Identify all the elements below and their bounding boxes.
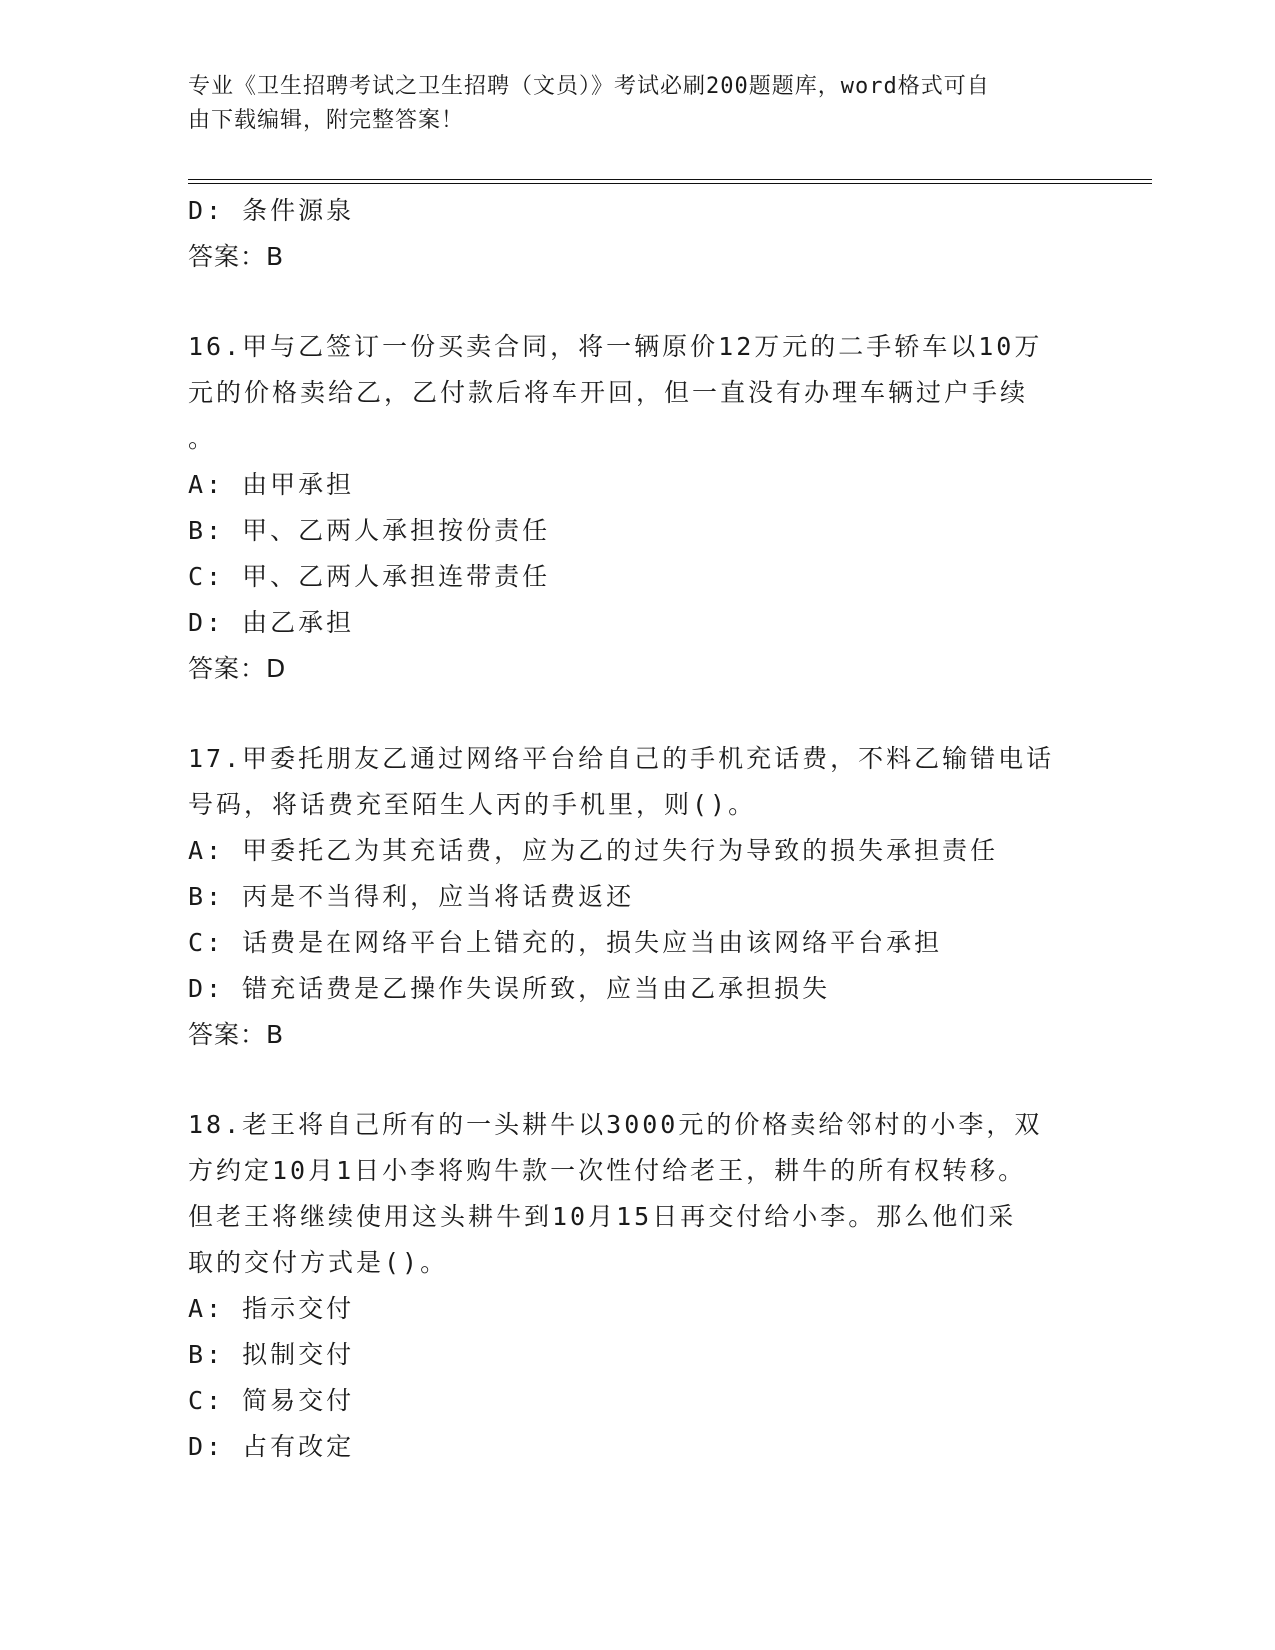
question-18-stem-line-1: 18.老王将自己所有的一头耕牛以3000元的价格卖给邻村的小李，双 [188, 1110, 1043, 1139]
header-line-1: 专业《卫生招聘考试之卫生招聘（文员）》考试必刷200题题库，word格式可自 [188, 74, 990, 99]
question-16-answer: 答案：D [188, 654, 287, 683]
question-17-option-d: D: 错充话费是乙操作失误所致，应当由乙承担损失 [188, 974, 831, 1003]
question-16-stem-line-3: 。 [188, 424, 217, 453]
question-18-stem-line-2: 方约定10月1日小李将购牛款一次性付给老王，耕牛的所有权转移。 [188, 1156, 1027, 1185]
spacer [188, 1058, 1148, 1102]
question-16-option-c: C: 甲、乙两人承担连带责任 [188, 562, 551, 591]
document-header [188, 70, 1068, 138]
question-17-answer: 答案：B [188, 1020, 285, 1049]
prev-answer: 答案：B [188, 242, 285, 271]
question-17 [188, 736, 1148, 1058]
question-18-option-c: C: 简易交付 [188, 1386, 355, 1415]
question-18-stem-line-4: 取的交付方式是()。 [188, 1248, 449, 1277]
spacer [188, 280, 1148, 324]
question-16-stem-line-1: 16.甲与乙签订一份买卖合同，将一辆原价12万元的二手轿车以10万 [188, 332, 1043, 361]
question-content [188, 188, 1148, 1470]
question-17-option-a: A: 甲委托乙为其充话费，应为乙的过失行为导致的损失承担责任 [188, 836, 999, 865]
header-divider-bottom [188, 183, 1152, 184]
question-18 [188, 1102, 1148, 1470]
question-18-stem-line-3: 但老王将继续使用这头耕牛到10月15日再交付给小李。那么他们采 [188, 1202, 1017, 1231]
question-16 [188, 324, 1148, 692]
question-18-option-a: A: 指示交付 [188, 1294, 355, 1323]
header-divider-top [188, 179, 1152, 180]
question-16-option-a: A: 由甲承担 [188, 470, 355, 499]
spacer [188, 692, 1148, 736]
question-16-stem-line-2: 元的价格卖给乙，乙付款后将车开回，但一直没有办理车辆过户手续 [188, 378, 1029, 407]
question-18-option-d: D: 占有改定 [188, 1432, 355, 1461]
header-line-2: 由下载编辑，附完整答案！ [188, 108, 465, 133]
prev-option-d: D: 条件源泉 [188, 196, 355, 225]
question-16-option-b: B: 甲、乙两人承担按份责任 [188, 516, 551, 545]
question-18-option-b: B: 拟制交付 [188, 1340, 355, 1369]
question-16-option-d: D: 由乙承担 [188, 608, 355, 637]
question-17-stem-line-2: 号码，将话费充至陌生人丙的手机里，则()。 [188, 790, 757, 819]
question-17-option-b: B: 丙是不当得利，应当将话费返还 [188, 882, 635, 911]
question-17-option-c: C: 话费是在网络平台上错充的，损失应当由该网络平台承担 [188, 928, 943, 957]
question-17-stem-line-1: 17.甲委托朋友乙通过网络平台给自己的手机充话费，不料乙输错电话 [188, 744, 1055, 773]
